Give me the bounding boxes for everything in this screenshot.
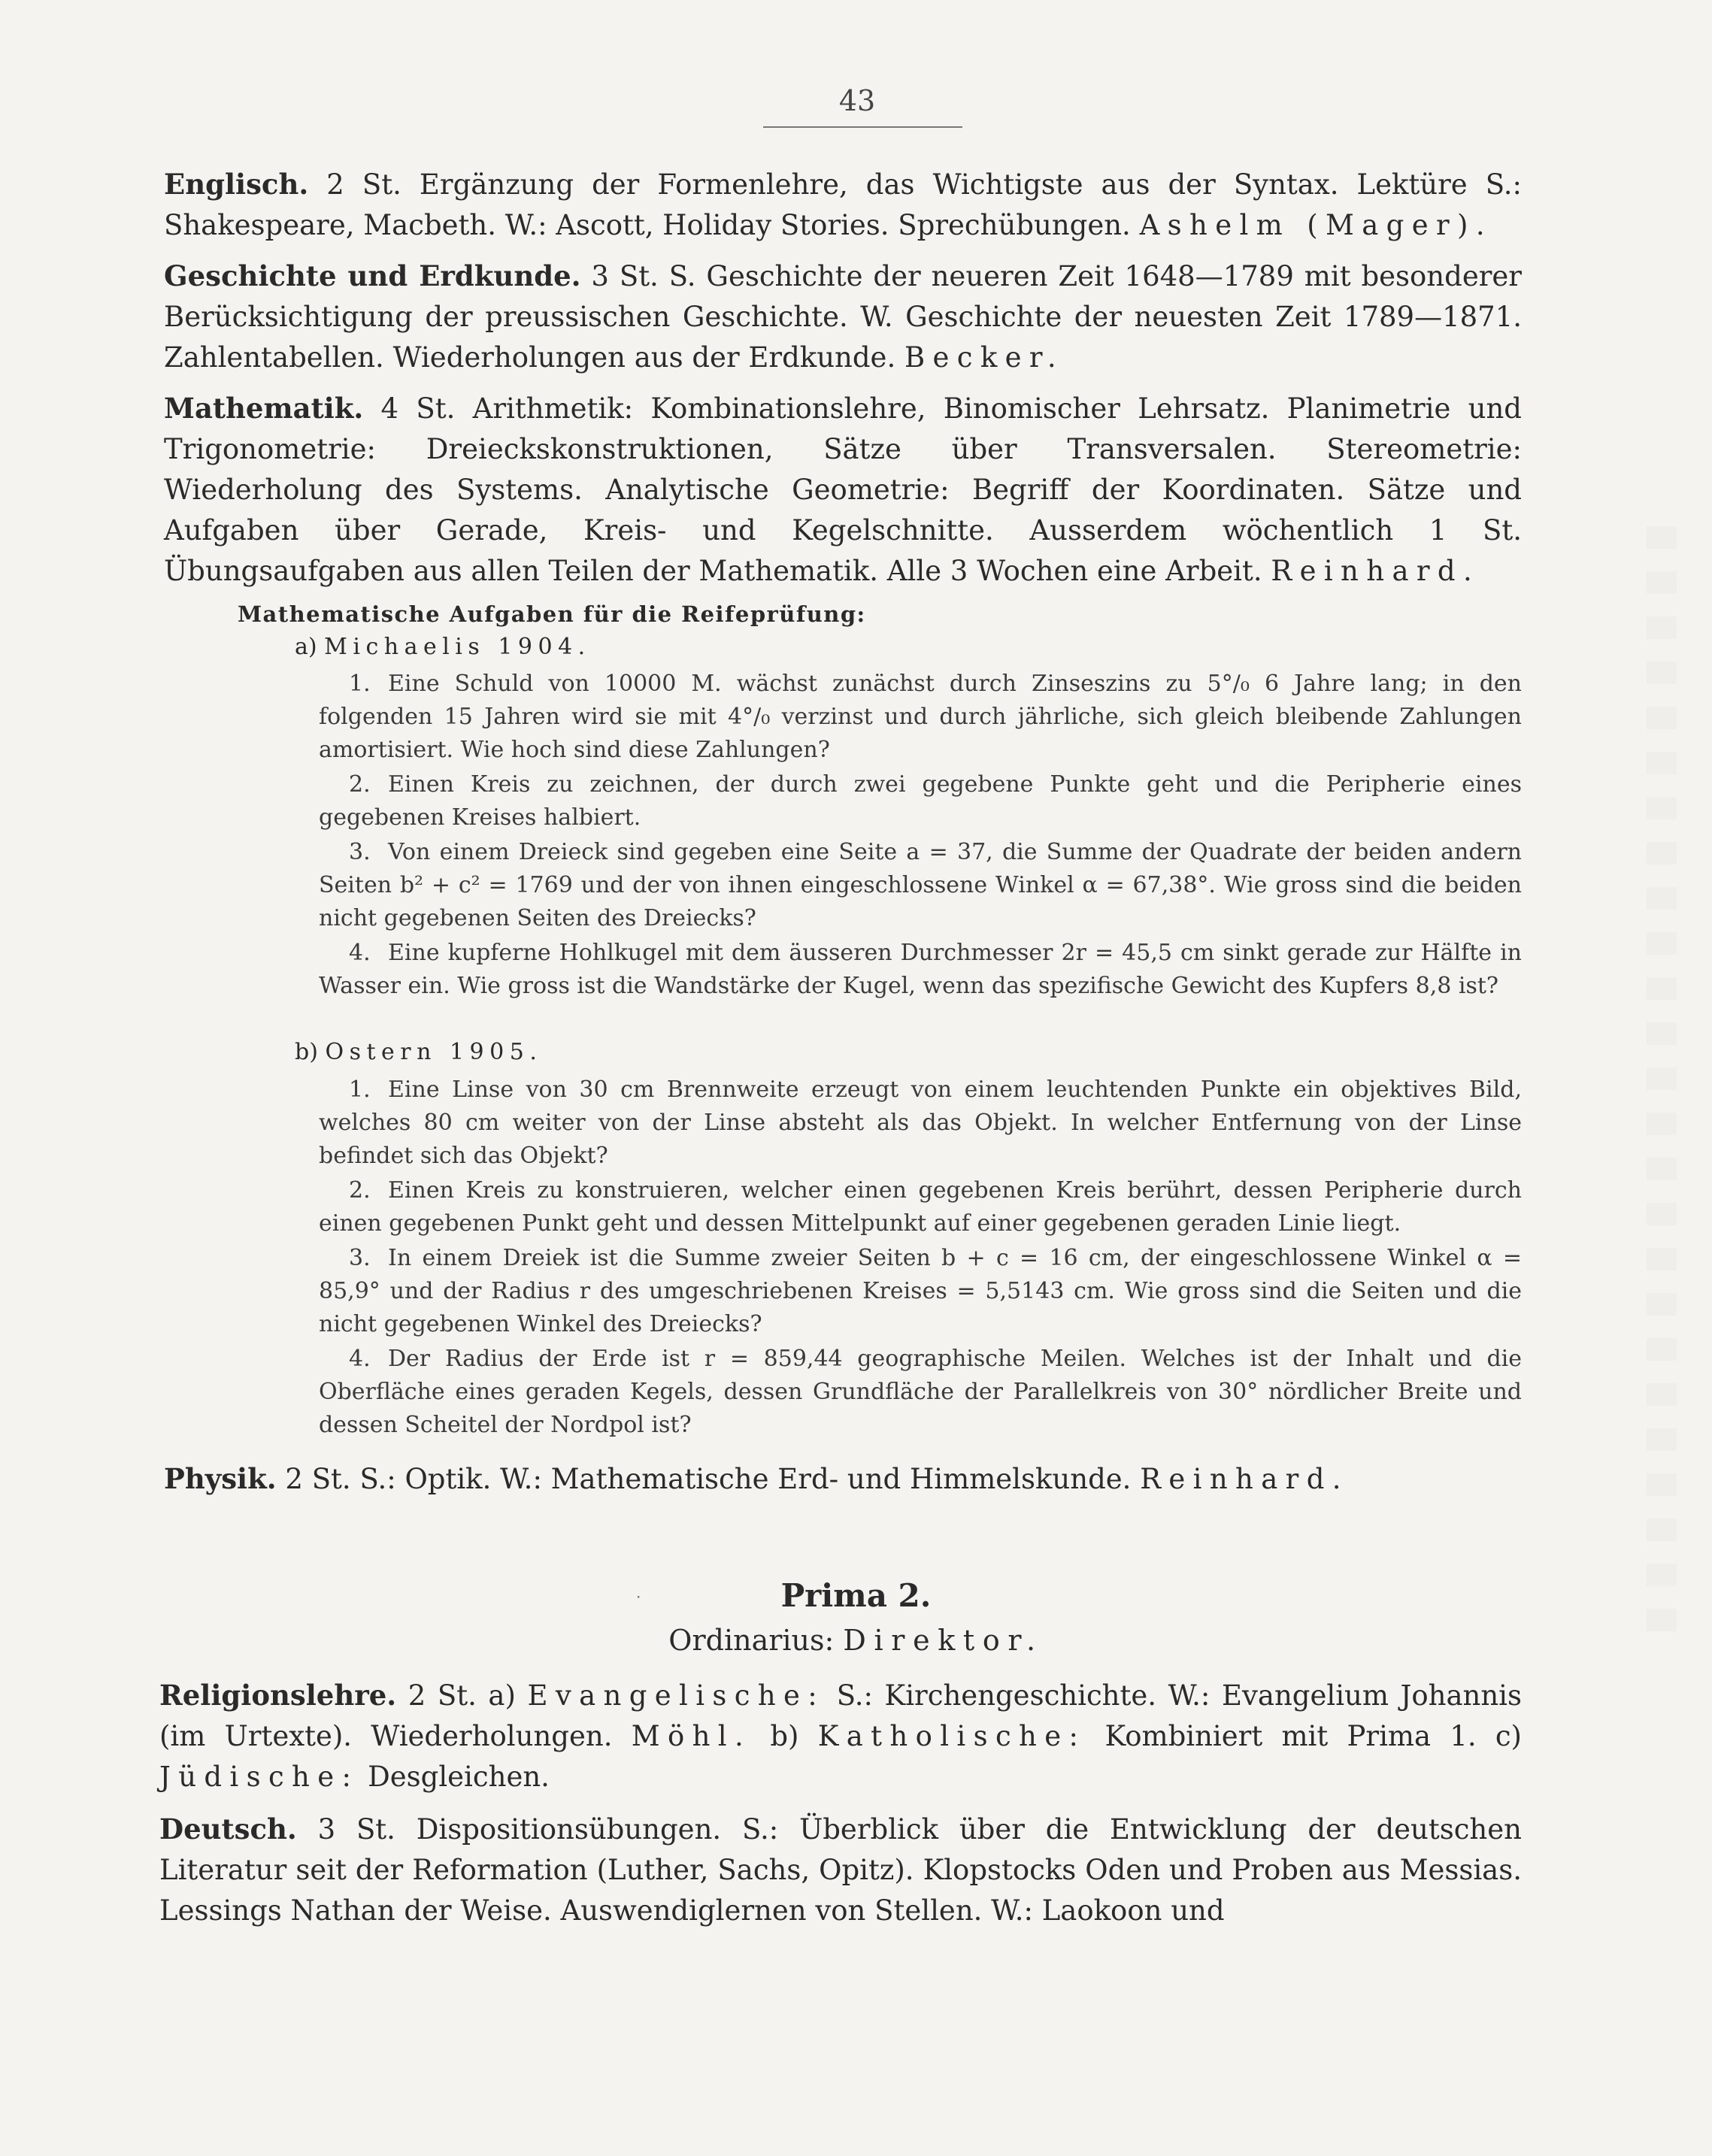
subject-heading-mathematik: Mathematik.: [164, 392, 364, 425]
paragraph-englisch: [164, 164, 1522, 246]
ordinarius-name: Direktor.: [843, 1624, 1044, 1657]
religion-text-1: 2 St. a): [396, 1679, 528, 1712]
religion-evangelisch: Evangelische:: [527, 1679, 826, 1712]
geschichte-text: 3 St. S. Geschichte der neueren Zeit 1648—1789 mit besonderer Berücksichtigung der preussischen Geschichte. W. Geschichte der neuesten Zeit 1789—1871. Zahlentabellen. Wiederholungen aus der Erdkunde.: [164, 260, 1522, 374]
task-a-3: [319, 836, 1522, 935]
task-text: Von einem Dreieck sind gegeben eine Seite a = 37, die Summe der Quadrate der beiden andern Seiten b² + c² = 1769 und der von ihnen eingeschlossene Winkel α = 67,38°. Wie gross sind die beiden nicht gegebenen Seiten des Dreiecks?: [319, 839, 1522, 931]
task-number: 1.: [349, 1076, 371, 1103]
subject-heading-deutsch: Deutsch.: [159, 1812, 297, 1846]
subject-heading-geschichte: Geschichte und Erdkunde.: [164, 259, 581, 292]
paragraph-mathematik: [164, 388, 1522, 592]
geschichte-teacher: Becker.: [904, 341, 1064, 374]
aufgaben-a-label: [295, 634, 591, 660]
a-name: Michaelis 1904.: [324, 634, 591, 660]
religion-katholisch: Katholische:: [817, 1720, 1086, 1752]
paragraph-deutsch: [159, 1809, 1522, 1931]
task-number: 4.: [349, 1346, 371, 1372]
task-number: 2.: [349, 1177, 371, 1204]
section-title-prima-2: Prima 2.: [780, 1577, 932, 1614]
religion-text-3: b): [751, 1720, 818, 1752]
englisch-text: 2 St. Ergänzung der Formenlehre, das Wichtigste aus der Syntax. Lektüre S.: Shakespeare, Macbeth. W.: Ascott, Holiday Stories. Sprechübungen.: [164, 168, 1522, 241]
aufgaben-heading: Mathematische Aufgaben für die Reifeprüfung:: [238, 601, 866, 627]
b-marker: b): [295, 1039, 318, 1065]
ordinarius-label: Ordinarius:: [668, 1624, 844, 1657]
a-marker: a): [295, 634, 317, 660]
religion-text-4: Kombiniert mit Prima 1. c): [1086, 1720, 1522, 1752]
physik-text: 2 St. S.: Optik. W.: Mathematische Erd- und Himmelskunde.: [276, 1463, 1141, 1495]
stray-dot: ·: [636, 1588, 641, 1606]
task-text: Einen Kreis zu konstruieren, welcher einen gegebenen Kreis berührt, dessen Peripherie durch einen gegebenen Punkt geht und dessen Mittelpunkt auf einer gegebenen geraden Linie liegt.: [319, 1177, 1522, 1237]
task-number: 3.: [349, 1245, 371, 1271]
paragraph-physik: [164, 1458, 1522, 1500]
aufgaben-b-label: [295, 1039, 542, 1065]
task-text: Eine kupferne Hohlkugel mit dem äusseren Durchmesser 2r = 45,5 cm sinkt gerade zur Hälfte in Wasser ein. Wie gross ist die Wandstärke der Kugel, wenn das spezifische Gewicht des Kupfers 8,8 ist?: [319, 940, 1522, 999]
task-number: 4.: [349, 940, 371, 966]
mathematik-teacher: Reinhard.: [1271, 555, 1480, 587]
task-number: 1.: [349, 671, 371, 697]
mathematik-text: 4 St. Arithmetik: Kombinationslehre, Binomischer Lehrsatz. Planimetrie und Trigonometrie: Dreieckskonstruktionen, Sätze über Transversalen. Stereometrie: Wiederholung des Systems. Analytische Geometrie: Begriff der Koordinaten. Sätze und Aufgaben über Gerade, Kreis- und Kegelschnitte. Ausserdem wöchentlich 1 St. Übungsaufgaben aus allen Teilen der Mathematik. Alle 3 Wochen eine Arbeit.: [164, 392, 1522, 587]
task-a-2: [319, 768, 1522, 834]
religion-juedisch: Jüdische:: [159, 1761, 359, 1793]
task-text: Einen Kreis zu zeichnen, der durch zwei gegebene Punkte geht und die Peripherie eines gegebenen Kreises halbiert.: [319, 771, 1522, 831]
task-text: Eine Linse von 30 cm Brennweite erzeugt von einem leuchtenden Punkte ein objektives Bild, welches 80 cm weiter von der Linse absteht als das Objekt. In welcher Entfernung von der Linse befindet sich das Objekt?: [319, 1076, 1522, 1169]
subject-heading-religion: Religionslehre.: [159, 1679, 397, 1712]
header-rule: [763, 126, 962, 128]
task-text: In einem Dreiek ist die Summe zweier Seiten b + c = 16 cm, der eingeschlossene Winkel α = 85,9° und der Radius r des umgeschriebenen Kreises = 5,5143 cm. Wie gross sind die Seiten und die nicht gegebenen Winkel des Dreiecks?: [319, 1245, 1522, 1337]
subject-heading-physik: Physik.: [164, 1462, 277, 1495]
task-b-4: [319, 1343, 1522, 1442]
deutsch-text: 3 St. Dispositionsübungen. S.: Überblick über die Entwicklung der deutschen Literatur seit der Reformation (Luther, Sachs, Opitz). Klopstocks Oden und Proben aus Messias. Lessings Nathan der Weise. Auswendiglernen von Stellen. W.: Laokoon und: [159, 1813, 1522, 1927]
task-a-4: [319, 937, 1522, 1003]
task-b-2: [319, 1174, 1522, 1240]
religion-text-2: S.: Kirchengeschichte. W.: Evangelium Johannis (im Urtexte). Wiederholungen.: [159, 1679, 1523, 1752]
physik-teacher: Reinhard.: [1140, 1463, 1349, 1495]
task-b-3: [319, 1242, 1522, 1341]
b-name: Ostern 1905.: [325, 1039, 543, 1065]
religion-teacher: Möhl.: [631, 1720, 752, 1752]
religion-text-5: Desgleichen.: [359, 1761, 550, 1793]
margin-bleed-through: [1647, 526, 1677, 1654]
page-number: 43: [838, 84, 876, 117]
task-number: 3.: [349, 839, 371, 865]
task-text: Eine Schuld von 10000 M. wächst zunächst durch Zinseszins zu 5°/₀ 6 Jahre lang; in den folgenden 15 Jahren wird sie mit 4°/₀ verzinst und durch jährliche, sich gleich bleibende Zahlungen amortisiert. Wie hoch sind diese Zahlungen?: [319, 671, 1522, 763]
paragraph-geschichte: [164, 256, 1522, 378]
ordinarius-line: [0, 1624, 1712, 1657]
task-text: Der Radius der Erde ist r = 859,44 geographische Meilen. Welches ist der Inhalt und die Oberfläche eines geraden Kegels, dessen Grundfläche der Parallelkreis von 30° nördlicher Breite und dessen Scheitel der Nordpol ist?: [319, 1346, 1522, 1438]
task-a-1: [319, 668, 1522, 767]
subject-heading-englisch: Englisch.: [164, 168, 309, 201]
task-b-1: [319, 1073, 1522, 1173]
task-number: 2.: [349, 771, 371, 798]
englisch-teacher: Ashelm (Mager).: [1139, 209, 1492, 241]
paragraph-religionslehre: [159, 1675, 1522, 1797]
